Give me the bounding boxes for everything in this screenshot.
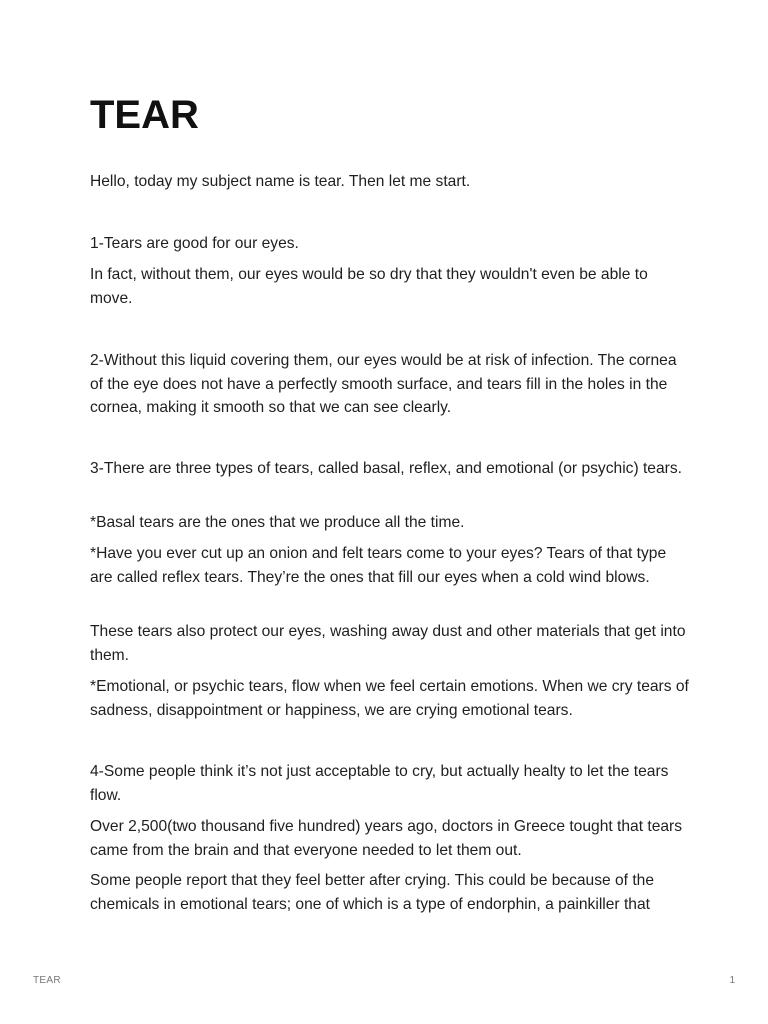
paragraph-point-2: 2-Without this liquid covering them, our eyes would be at risk of infection. The cornea of the eye does not have a perfectly smooth surface, and tears fill in the holes in the cornea, making it smooth so that we can see clearly. (90, 352, 677, 416)
paragraph-intro: Hello, today my subject name is tear. Then let me start. (90, 173, 471, 190)
paragraph-reflex-protect: These tears also protect our eyes, washing away dust and other materials that get into them. (90, 623, 686, 664)
paragraph-reflex-tears: *Have you ever cut up an onion and felt tears come to your eyes? Tears of that type are called reflex tears. They’re the ones that fill our eyes when a cold wind blows. (90, 545, 667, 586)
paragraph-basal-tears: *Basal tears are the ones that we produce all the time. (90, 514, 465, 531)
paragraph-greece-doctors: Over 2,500(two thousand five hundred) years ago, doctors in Greece tought that tears came from the brain and that everyone needed to let them out. (90, 818, 683, 859)
paragraph-feel-better: Some people report that they feel better after crying. This could be because of the chemicals in emotional tears; one of which is a type of endorphin, a painkiller that (90, 872, 655, 913)
paragraph-point-4: 4-Some people think it’s not just acceptable to cry, but actually healty to let the tears flow. (90, 763, 669, 804)
paragraph-point-1-detail: In fact, without them, our eyes would be so dry that they wouldn't even be able to move. (90, 266, 648, 307)
document-title: TEAR (90, 93, 199, 137)
page-number: 1 (729, 975, 735, 986)
paragraph-point-1: 1-Tears are good for our eyes. (90, 235, 299, 252)
paragraph-point-3: 3-There are three types of tears, called basal, reflex, and emotional (or psychic) tears. (90, 460, 682, 477)
paragraph-emotional-tears: *Emotional, or psychic tears, flow when we feel certain emotions. When we cry tears of sadness, disappointment or happiness, we are crying emotional tears. (90, 678, 689, 719)
footer-title: TEAR (33, 975, 61, 986)
